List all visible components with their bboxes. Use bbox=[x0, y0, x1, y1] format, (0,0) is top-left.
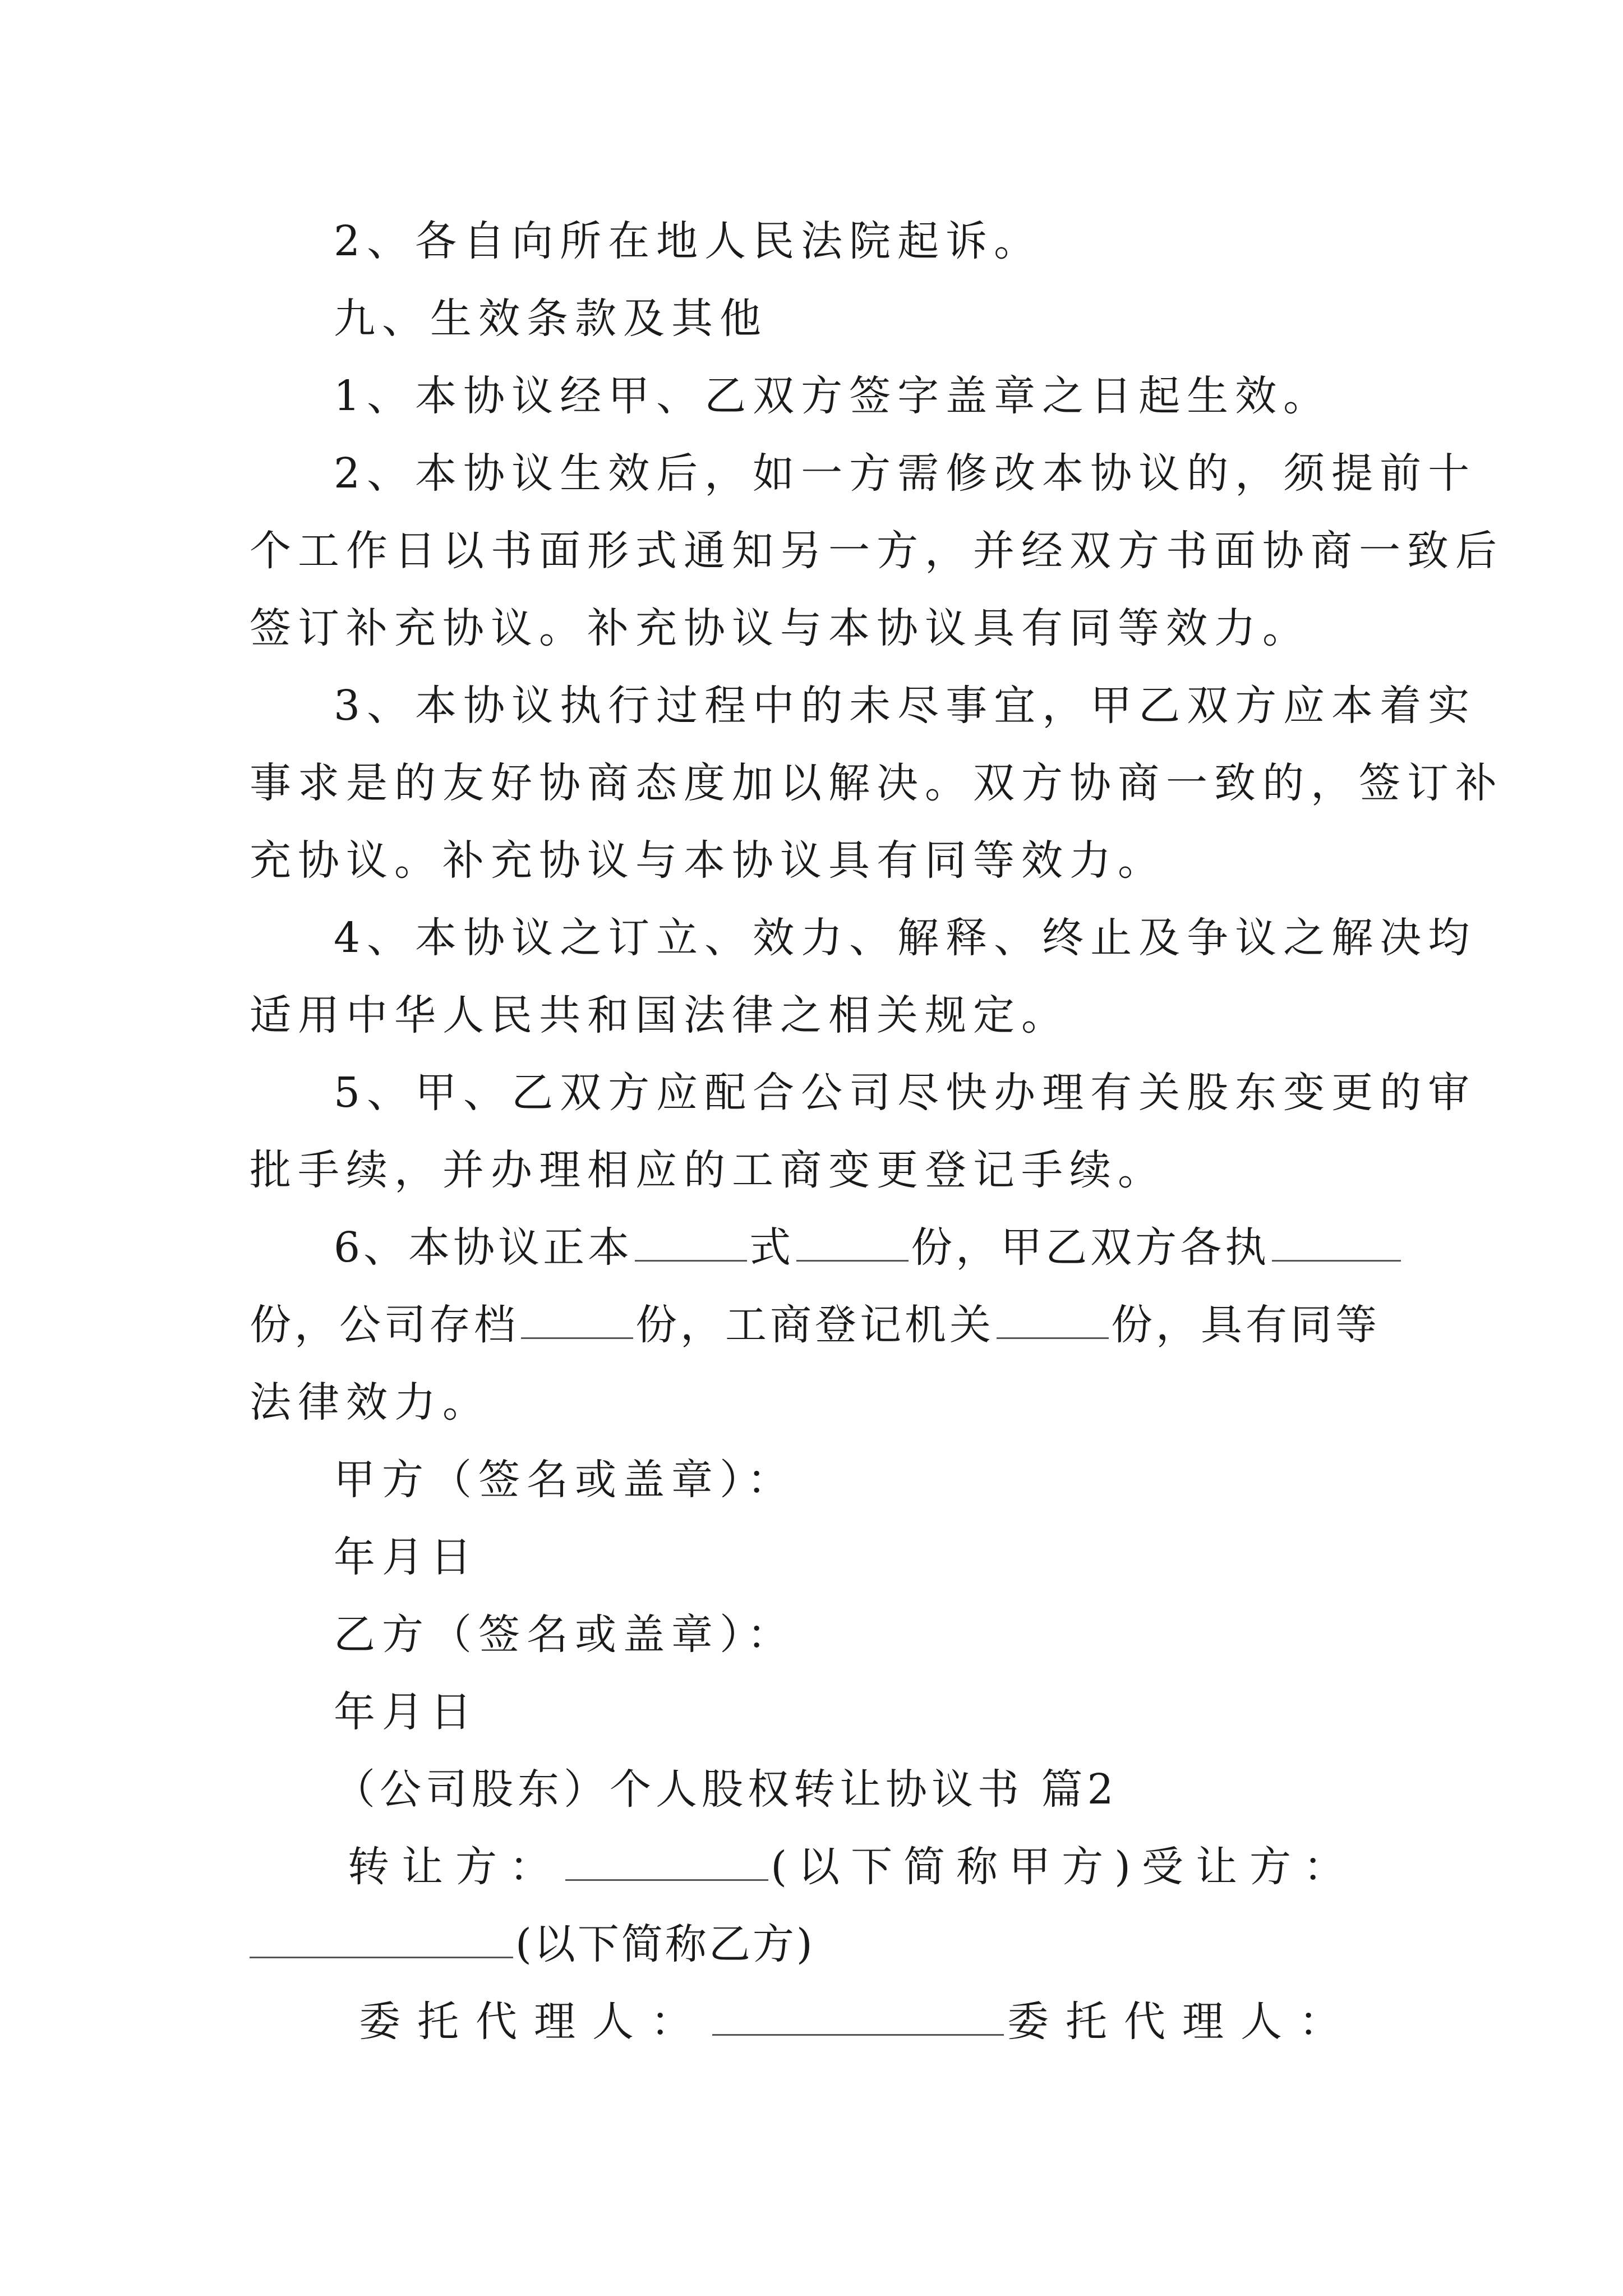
text-line: 5、甲、乙双方应配合公司尽快办理有关股东变更的审 bbox=[334, 1069, 1477, 1117]
party-a-date: 年月日 bbox=[334, 1533, 478, 1581]
text-line: 3、本协议执行过程中的未尽事宜，甲乙双方应本着实 bbox=[334, 682, 1477, 730]
agent-b-label: 委托代理人： bbox=[1007, 1998, 1357, 2046]
copies-text: 份，具有同等 bbox=[1111, 1301, 1380, 1349]
copies-line-2 bbox=[250, 1297, 1382, 1353]
text-line: 签订补充协议。补充协议与本协议具有同等效力。 bbox=[250, 604, 1311, 652]
copies-prefix: 6、本协议正本 bbox=[334, 1223, 633, 1272]
blank-field bbox=[565, 1840, 768, 1881]
agent-line bbox=[359, 1994, 1357, 2050]
section-heading: 九、生效条款及其他 bbox=[334, 295, 768, 343]
text-line: 4、本协议之订立、效力、解释、终止及争议之解决均 bbox=[334, 914, 1477, 962]
party-b-date: 年月日 bbox=[334, 1688, 478, 1736]
blank-field bbox=[1272, 1221, 1401, 1262]
copies-line bbox=[334, 1220, 1382, 1276]
blank-field bbox=[521, 1298, 633, 1339]
blank-field bbox=[635, 1221, 747, 1262]
text-line: 1、本协议经甲、乙双方签字盖章之日起生效。 bbox=[334, 372, 1332, 420]
text-line: 2、各自向所在地人民法院起诉。 bbox=[334, 217, 1043, 265]
blank-field bbox=[796, 1221, 909, 1262]
transferee-line bbox=[250, 1916, 1382, 1972]
blank-field bbox=[712, 1995, 1004, 2036]
transferee-label: 受让方： bbox=[1142, 1843, 1357, 1891]
copies-fen: 份，甲乙双方各执 bbox=[911, 1223, 1270, 1272]
transferee-note: (以下简称乙方) bbox=[515, 1920, 815, 1968]
copies-text: 份，工商登记机关 bbox=[635, 1301, 994, 1349]
copies-shi: 式 bbox=[749, 1223, 795, 1272]
party-a-signature: 甲方（签名或盖章）： bbox=[334, 1456, 795, 1504]
transfer-line bbox=[348, 1839, 1357, 1895]
blank-field bbox=[250, 1917, 513, 1958]
text-line: 法律效力。 bbox=[250, 1378, 491, 1427]
text-line: 适用中华人民共和国法律之相关规定。 bbox=[250, 991, 1069, 1039]
party-b-signature: 乙方（签名或盖章）： bbox=[334, 1611, 795, 1659]
agent-a-label: 委托代理人： bbox=[359, 1998, 709, 2046]
text-line: 个工作日以书面形式通知另一方，并经双方书面协商一致后 bbox=[250, 527, 1504, 575]
section-title: （公司股东）个人股权转让协议书 篇2 bbox=[334, 1765, 1118, 1814]
transferor-label: 转让方： bbox=[348, 1843, 563, 1891]
text-line: 批手续，并办理相应的工商变更登记手续。 bbox=[250, 1146, 1166, 1194]
transferor-note: (以下简称甲方) bbox=[771, 1843, 1142, 1891]
text-line: 充协议。补充协议与本协议具有同等效力。 bbox=[250, 836, 1166, 885]
copies-text: 份，公司存档 bbox=[250, 1301, 519, 1349]
text-line: 2、本协议生效后，如一方需修改本协议的，须提前十 bbox=[334, 449, 1477, 498]
text-line: 事求是的友好协商态度加以解决。双方协商一致的，签订补 bbox=[250, 759, 1504, 807]
blank-field bbox=[997, 1298, 1109, 1339]
